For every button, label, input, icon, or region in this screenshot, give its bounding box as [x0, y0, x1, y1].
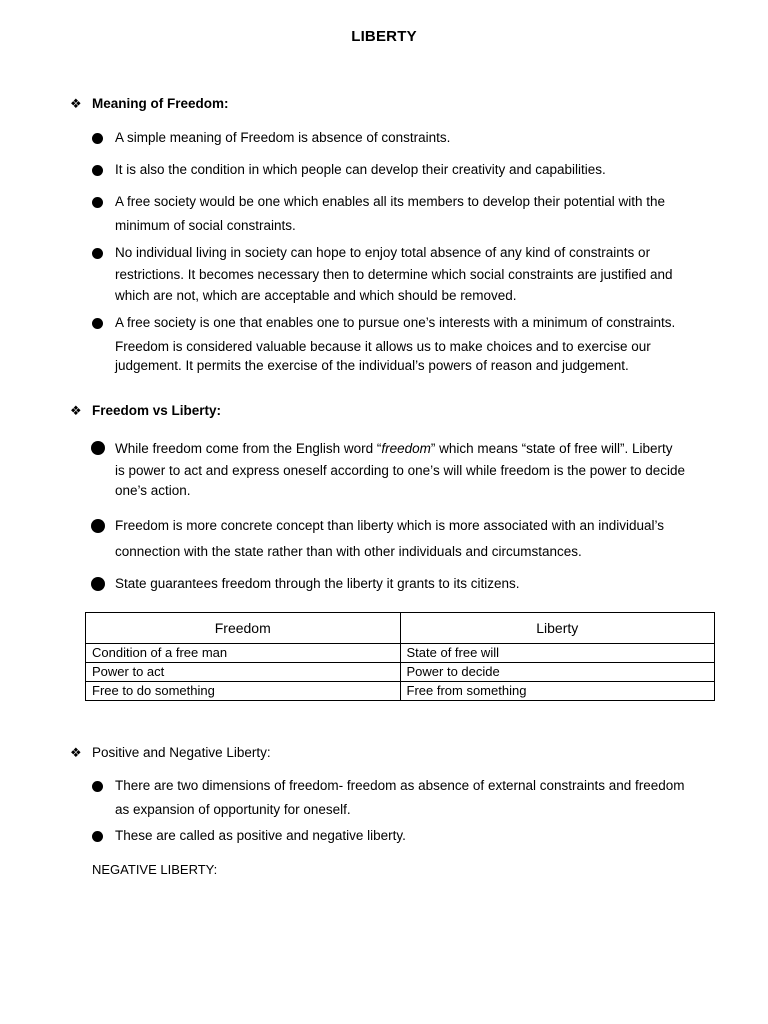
table-header-cell: Freedom: [86, 613, 401, 644]
list-item-text: While freedom come from the English word “freedom” which means “state of free will”. Liberty: [115, 441, 673, 456]
table-header-row: [86, 613, 715, 644]
bullet-icon: [92, 133, 103, 144]
list-item-text: There are two dimensions of freedom- freedom as absence of external constraints and freedom: [115, 778, 685, 793]
table-header-cell: Liberty: [400, 613, 715, 644]
paragraph-line: Freedom is considered valuable because it allows us to make choices and to exercise our: [115, 339, 651, 354]
table-cell: Power to decide: [400, 663, 715, 682]
list-item-text: restrictions. It becomes necessary then to determine which social constraints are justified and: [115, 266, 673, 282]
list-item-text: which are not, which are acceptable and which should be removed.: [115, 288, 517, 303]
table-cell: Condition of a free man: [86, 644, 401, 663]
comparison-table: [85, 612, 715, 701]
list-item-text: is power to act and express oneself according to one’s will while freedom is the power to decide: [115, 463, 686, 478]
negative-liberty-label: NEGATIVE LIBERTY:: [92, 862, 218, 877]
list-item-text: one’s action.: [115, 483, 191, 498]
section-heading-positive-negative: [70, 745, 271, 760]
list-item-text: minimum of social constraints.: [115, 218, 296, 233]
page-title: LIBERTY: [351, 28, 417, 45]
table-row: [86, 663, 715, 682]
bullet-icon: [91, 519, 105, 533]
bullet-icon: [92, 831, 103, 842]
section-heading-label: Freedom vs Liberty:: [92, 403, 222, 418]
list-item-text: State guarantees freedom through the liberty it grants to its citizens.: [115, 576, 520, 591]
bullet-icon: [91, 441, 105, 455]
paragraph: [115, 337, 725, 375]
list-item-text: Freedom is more concrete concept than liberty which is more associated with an individual’s: [115, 518, 665, 533]
table-cell: Power to act: [86, 663, 401, 682]
list-item-text: It is also the condition in which people can develop their creativity and capabilities.: [115, 162, 606, 177]
list-item-text: No individual living in society can hope to enjoy total absence of any kind of constraints or: [115, 245, 651, 260]
bullet-icon: [92, 165, 103, 176]
section-heading-meaning: [70, 96, 229, 111]
list-item-text: as expansion of opportunity for oneself.: [115, 802, 351, 817]
list-item-text: A simple meaning of Freedom is absence of constraints.: [115, 130, 451, 145]
bullet-icon: [91, 577, 105, 591]
section-heading-label: Positive and Negative Liberty:: [92, 745, 271, 760]
list-item-text: A free society would be one which enables all its members to develop their potential with the: [115, 194, 666, 209]
paragraph-line: judgement. It permits the exercise of the individual’s powers of reason and judgement.: [115, 358, 629, 373]
list-item-text: A free society is one that enables one to pursue one’s interests with a minimum of constraints.: [115, 315, 676, 330]
list-item-text: connection with the state rather than with other individuals and circumstances.: [115, 544, 582, 559]
list-item-text: These are called as positive and negative liberty.: [115, 828, 406, 843]
diamond-bullet-icon: ❖: [70, 745, 82, 760]
table-row: [86, 644, 715, 663]
table-cell: Free to do something: [86, 682, 401, 701]
section-heading-freedom-vs-liberty: [70, 403, 221, 418]
table-row: [86, 682, 715, 701]
diamond-bullet-icon: ❖: [70, 403, 82, 418]
bullet-icon: [92, 197, 103, 208]
table-cell: Free from something: [400, 682, 715, 701]
bullet-icon: [92, 248, 103, 259]
diamond-bullet-icon: ❖: [70, 96, 82, 111]
bullet-icon: [92, 318, 103, 329]
bullet-icon: [92, 781, 103, 792]
table-cell: State of free will: [400, 644, 715, 663]
section-heading-label: Meaning of Freedom:: [92, 96, 229, 111]
